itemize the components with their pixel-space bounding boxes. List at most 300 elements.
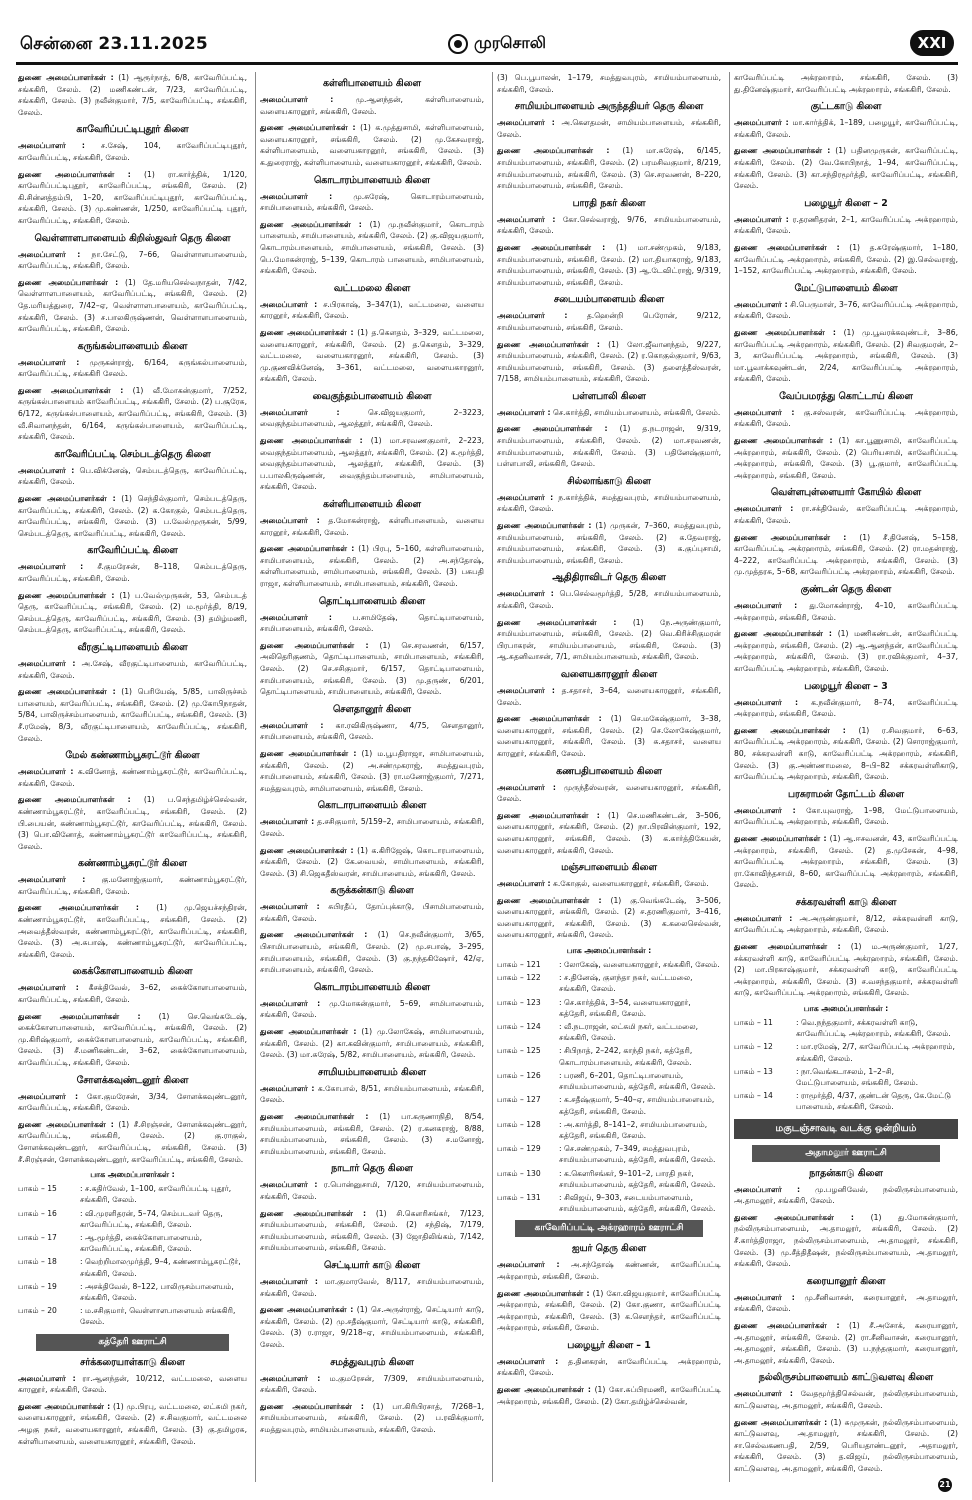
organizer-entry (497, 1356, 721, 1379)
role-label: துணை அமைப்பாளர்கள் : (18, 590, 115, 600)
issue-date: சென்னை 23.11.2025 (20, 34, 208, 54)
branch-heading: கரையானூர் கிளை (806, 1275, 886, 1287)
names-text: ந.கார்த்திக், சமத்துவபுரம், சாமியம்பாளையம், சங்ககிரி, சேலம். (497, 492, 721, 514)
booth-row (734, 1066, 958, 1088)
organizer-entry (260, 1304, 484, 1350)
role-label: துணை அமைப்பாளர்கள் : (497, 714, 602, 724)
names-text: த.சதாசர், 3–64, வளையகாரனூர், சங்ககிரி, சேலம். (497, 685, 721, 707)
role-label: துணை அமைப்பாளர்கள் : (18, 494, 116, 504)
names-text: முருந்தீஸ்வரன், வளையகாரனூர், சங்ககிரி, சேலம். (497, 782, 721, 804)
names-text: ரா.ஆனந்தன், 10/212, வட்டமலை, வளைய காரனூர், சங்ககிரி, சேலம். (18, 1373, 247, 1395)
role-label: அமைப்பாளர் : (18, 1373, 76, 1383)
branch-heading: கொடாரம்பாளையம் கிளை (313, 981, 430, 993)
booth-organizer: : அசக்திவேல், 8–122, பாலிருசம்பாளையம், சங்ககிரி, சேலம். (80, 1281, 234, 1302)
organizer-entry (18, 140, 247, 163)
booth-organizer: : நா.வெங்கடாசலம், 1–2–சி, மேட்டுபாளையம், சங்ககிரி, சேலம். (796, 1066, 919, 1088)
branch-heading: கண்ணாம்பூசுரட்டூர் கிளை (78, 858, 187, 870)
names-text: (1) ர.சிவகுமார், 6–63, காவேரிப்பட்டி அக்ரஹாரம், சங்ககிரி, சேலம். (2) சொராஜ்குமார், 80, சக்கரவள்ளி காடு, காவேரிப்பட்டி அக்ரஹாரம், சங்ககிரி, சேலம். (3) கு.அண்ணாமலை, 8–பி–82 சக்கரவள்ளிகாடு, காவேரிப்பட்டி அக்ரஹாரம், சங்ககிரி, சேலம். (734, 725, 958, 782)
role-label: அமைப்பாளர் : (18, 658, 76, 668)
names-text: க.கோபால், 8/51, சாமியம்பாளையம், சங்ககிரி, சேலம். (260, 1083, 484, 1105)
names-text: காவேரிப்பட்டி அக்ரஹாரம், சங்ககிரி, சேலம். (3) து.தினேஷ்குமார், காவேரிப்பட்டி அக்ரஹாரம், சங்ககிரி, சேலம். (734, 73, 958, 94)
role-label: அமைப்பாளர் : (18, 357, 80, 367)
booth-row (497, 1045, 721, 1067)
names-text: (1) மு.நவீன்குமார், கொடாரம் பாளையம், சாமிபாளையம், சங்ககிரி, சேலம். (2) கு.விஜயகுமார், கொடாரம்பாளையம், சாமிபாளையம், சங்ககிரி, சேலம். (3) பெ.மோகன்ராஜ், 5–139, கொடாரம் பாளையம், சாமிபாளையம், சங்ககிரி, சேலம். (260, 219, 484, 276)
branch-heading: நாதன்காடு கிளை (809, 1167, 883, 1179)
role-label: அமைப்பாளர் : (260, 720, 324, 730)
names-text: (1) ம.பூபதிராஜா, சாமிபாளையம், சங்ககிரி, சேலம். (2) அ.சண்முகராஜ், சமத்துவபுரம், சாமிபாளையம், சங்ககிரி, சேலம். (3) ரா.மனோஜ்குமார், 7/271, சமத்துவபுரம், சாமிபாளையம், சங்ககிரி, சேலம். (260, 748, 484, 793)
role-label: அமைப்பாளர் : (734, 407, 795, 417)
names-text: சுபிரதீப், தோப்புக்காடு, பிசாமிபாளையம், சங்ககிரி, சேலம். (260, 902, 484, 923)
names-text: முருகன்ராஜ், 6/164, கருங்கல்பாளையம், காவேரிப்பட்டி, சங்ககிரி சேலம். (18, 357, 247, 379)
branch-heading: வெள்ளபுள்ளையார் கோயில் கிளை (770, 487, 922, 499)
branch-heading: பாரதி நகர் கிளை (572, 197, 646, 209)
names-text: செ.கார்த்தி, சாமியம்பாளையம், சங்ககிரி, சேலம். (552, 407, 721, 417)
organizer-entry (260, 1026, 484, 1061)
organizer-entry (260, 998, 484, 1021)
organizer-entry (497, 878, 721, 890)
role-label: அமைப்பாளர் : (497, 1356, 559, 1366)
organizer-entry (260, 191, 484, 214)
organizer-entry (260, 299, 484, 322)
branch-heading: கள்ளிபாளையம் கிளை (323, 78, 421, 89)
names-text: த.மோகன்ராஜ், கள்ளிபாளையம், வளைய காரனூர், சங்ககிரி, சேலம். (260, 516, 484, 537)
names-text: (1) சி.கௌரிசங்கர், 7/123, சாமியம்பாளையம், சங்ககிரி, சேலம். (2) சந்திஷ், 7/179, சாமியம்பாளையம், சங்ககிரி, சேலம். (3) ஜோதிலிங்கம், 7/142, சாமியம்பாளையம், சங்ககிரி, சேலம். (260, 1208, 484, 1253)
booth-number: பாகம் – 20 (18, 1306, 57, 1316)
organizer-entry (734, 1417, 958, 1475)
booth-organizer: : மா.ரமேஷ், 2/7, காவேரிப்பட்டி அக்ரஹாரம், சங்ககிரி, சேலம். (796, 1042, 955, 1063)
names-text: (1) ரா.கார்த்திக், 1/120, காவேரிப்பட்டிபுதூர், காவேரிப்பட்டி, சங்ககிரி, சேலம். (2) கி.சின்னத்தம்பி, 1–20, காவேரிப்பட்டிபுதூர், காவேரிப்பட்டி, சங்ககிரி, சேலம். (3) மு.கண்ணன், 1/250, காவேரிப்பட்டி புதூர், காவேரிப்பட்டி, சங்ககிரி, சேலம். (18, 169, 247, 225)
names-text: கு.மனோஜ்குமார், கண்ணாம்பூசுரட்டூர், காவேரிப்பட்டி, சங்ககிரி, சேலம். (18, 875, 247, 896)
names-text: சீ.குமரேசன், 8–118, செம்படத்தெரு, காவேரிப்பட்டி, சங்ககிரி, சேலம். (18, 562, 247, 583)
organizer-entry (18, 1373, 247, 1396)
column-1 (18, 72, 247, 1482)
branch-heading: காவேரிப்பட்டிபுதூர் கிளை (76, 124, 189, 136)
organizer-entry (18, 493, 247, 539)
role-label: துணை அமைப்பாளர்கள் : (260, 748, 357, 758)
booth-organizer: : அ.கார்த்தி, 8–141–2, சாமியம்பாளையம், கத்தேரி, சங்ககிரி, சேலம். (559, 1119, 708, 1140)
names-text: த.சசிகுமார், 5/159–2, சாமிபாளையம், சங்ககிரி, சேலம். (260, 817, 484, 838)
organizer-entry (734, 407, 958, 430)
booth-organizer: : வெ.நந்தகுமார், சக்கரவள்ளி காடு, காவேரிப்பட்டி அக்ரஹாரம், சங்ககிரி, சேலம். (796, 1018, 951, 1039)
branch-heading: பரசுராமன் தோட்டம் கிளை (788, 788, 904, 800)
organizer-entry (18, 1091, 247, 1114)
role-label: அமைப்பாளர் : (18, 767, 74, 777)
booth-row (497, 959, 721, 970)
names-text: (1) செ.நவீன்குமார், 3/65, பிசாமிபாளையம், சங்ககிரி, சேலம். (2) மு.சபாஷ், 3–295, சாமிபாளையம், சங்ககிரி, சேலம். (3) கு.நந்தகிஷோர், 42/ஏ, சாமிபாளையம், சங்ககிரி, சேலம். (260, 930, 484, 975)
role-label: அமைப்பாளர் : (734, 1389, 793, 1399)
role-label: துணை அமைப்பாளர்கள் : (497, 146, 610, 156)
organizer-entry (18, 658, 247, 681)
names-text: மு.சீனிவாசன், கரையானூர், அ.தாமலூர், சங்ககிரி, சேலம். (734, 1292, 958, 1314)
organizer-entry (734, 1320, 958, 1366)
names-text: (1) சீ.சிரஞ்சன், சோளக்கவுண்டனூர், காவேரிப்பட்டி, சங்ககிரி, சேலம். (2) கு.ராகுல், சோளக்கவுண்டனூர், காவேரிப்பட்டி, சங்ககிரி, சேலம். (3) சீ.சிரஞ்சன், சோளக்கவுண்டனூர், காவேரிப்பட்டி, சங்ககிரி, சேலம். (18, 1119, 247, 1164)
role-label: துணை அமைப்பாளர்கள் : (497, 810, 600, 820)
role-label: துணை அமைப்பாளர்கள் : (18, 1401, 111, 1411)
names-text: கா.ரவிகிருஷ்ணா, 4/75, சௌதானூர், சாமிபாளையம், சங்ககிரி, சேலம். (260, 720, 484, 742)
branch-heading: சமத்துவபுரம் கிளை (330, 1356, 414, 1368)
role-label: அமைப்பாளர் : (734, 299, 788, 309)
panchayat-banner: கத்தேரி ஊராட்சி (36, 1334, 229, 1351)
organizer-entry (734, 532, 958, 578)
names-text: ர.தரணிதரன், 2–1, காவேரிப்பட்டி அக்ரஹாரம், சங்ககிரி, சேலம். (734, 214, 958, 236)
branch-heading: கருங்கல்பாளையம் கிளை (77, 340, 188, 352)
role-label: துணை அமைப்பாளர்கள் : (260, 1112, 369, 1121)
role-label: அமைப்பாளர் : (497, 589, 554, 599)
organizer-entry (497, 214, 721, 237)
names-text: க.வினோத், கண்ணாம்பூசுரட்டூர், காவேரிப்பட்டி, சங்ககிரி, சேலம். (18, 767, 247, 788)
role-label: துணை அமைப்பாளர்கள் : (497, 617, 617, 627)
names-text: (1) க.முத்துசாமி, கள்ளிபாளையம், வளையகாரனூர், சங்ககிரி, சேலம். (2) மு.கேசவராஜ், கள்ளிபாளையம், வளையகாரனூர், சங்ககிரி, சேலம். (3) க.துரைராஜ், கள்ளிபாளையம், வளையகாரனூர், சங்ககிரி, சேலம். (260, 123, 484, 167)
names-text: ம.குமரேசன், 7/309, சாமியம்பாளையம், சங்ககிரி, சேலம். (260, 1373, 484, 1395)
names-text: கோ.குமரேசன், 3/34, சோளக்கவுண்டனூர், காவேரிப்பட்டி, சங்ககிரி, சேலம். (18, 1091, 247, 1113)
booth-organizer: : க.கௌரிசங்கர், 9–101–2, பாரதி நகர், சாமியம்பாளையம், கத்தேரி, சங்ககிரி, சேலம். (559, 1168, 716, 1189)
role-label: அமைப்பாளர் : (260, 407, 340, 417)
organizer-entry (734, 435, 958, 481)
booth-number: பாகம் – 11 (734, 1018, 773, 1028)
branch-heading: சில்லாங்காடு கிளை (567, 475, 651, 487)
booth-number: பாகம் – 18 (18, 1257, 57, 1267)
booth-number: பாகம் – 15 (18, 1184, 57, 1194)
names-text: மு.மோகன்குமார், 5–69, சாமிபாளையம், சங்ககிரி, சேலம். (260, 998, 484, 1020)
organizer-entry (497, 895, 721, 941)
booth-organizer: : ராமூர்த்தி, 4/37, குண்டன் தெரு, கே.மேட்டு பாளையம், சங்ககிரி, சேலம். (796, 1091, 952, 1112)
role-label: துணை அமைப்பாளர்கள் : (734, 532, 847, 542)
booth-number: பாகம் – 127 (497, 1095, 541, 1105)
branch-heading: சௌதானூர் கிளை (332, 703, 412, 715)
branch-heading: பழையூர் கிளை – 2 (804, 197, 888, 209)
role-label: அமைப்பாளர் : (18, 562, 84, 572)
names-text: (1) லோ.ஜீவானந்தம், 9/227, சாமியம்பாளையம், சங்ககிரி, சேலம். (2) ர.கொகுல்குமார், 9/63, சாமியம்பாளையம், சங்ககிரி, சேலம். (3) தளைத்தீஸ்வரன், 7/158, சாமியம்பாளையம், சங்ககிரி, சேலம். (497, 339, 721, 384)
names-text: (1) த.நடராஜன், 9/319, சாமியம்பாளையம், சங்ககிரி, சேலம். (2) மா.சரவணன், சாமியம்பாளையம், சங்ககிரி, சேலம். (3) பதினேஷ்குமார், பள்ளபாலி, சங்ககிரி, சேலம். (497, 424, 721, 469)
organizer-entry (18, 1401, 247, 1447)
organizer-entry (18, 277, 247, 335)
branch-heading: கைக்கோளபாளையம் கிளை (72, 966, 193, 978)
branch-heading: நாடார் தெரு கிளை (331, 1163, 413, 1175)
organizer-entry (260, 1111, 484, 1157)
role-label: அமைப்பாளர் : (18, 875, 86, 885)
branch-heading: குண்டன் தெரு கிளை (800, 584, 892, 595)
role-label: துணை அமைப்பாளர்கள் : (260, 1208, 367, 1218)
role-label: துணை அமைப்பாளர்கள் : (18, 385, 124, 395)
booth-number: பாகம் – 130 (497, 1168, 541, 1178)
booth-number: பாகம் – 14 (734, 1091, 773, 1101)
branch-heading: சக்கரவள்ளி காடு கிளை (795, 896, 897, 908)
names-text: (1) க.கிரிஜேஷ், கொடாரபாளையம், சங்ககிரி, சேலம். (2) கே.வையல், சாமிபாளையம், சங்ககிரி, சேலம். (3) சி.ஜெகதீஸ்வரன், சாமிபாளையம், சங்ககிரி, சேலம். (260, 845, 484, 878)
role-label: அமைப்பாளர் : (18, 249, 81, 259)
booth-organizer: : சிவிஜய், 9–303, சடையம்பாளையம், சாமியம்பாளையம், கத்தேரி, சங்ககிரி, சேலம். (559, 1192, 716, 1214)
role-label: அமைப்பாளர் : (497, 685, 555, 695)
names-text: (1) சீ.அசோக், கரையானூர், அ.தாமலூர், சங்ககிரி, சேலம். (2) ரா.சீனிவாசன், கரையானூர், அ.தாமலூர், சங்ககிரி, சேலம். (3) ப.நந்தகுமார், கரையானூர், அ.தாமலூர், சங்ககிரி, சேலம். (734, 1321, 958, 1365)
branch-heading: சடையம்பாளையம் கிளை (553, 294, 665, 306)
organizer-entry (734, 72, 958, 95)
role-label: அமைப்பாளர் : (734, 601, 798, 610)
organizer-entry (18, 169, 247, 227)
booth-number: பாகம் – 16 (18, 1208, 57, 1218)
organizer-entry (497, 242, 721, 288)
organizer-entry (260, 1401, 484, 1436)
role-label: அமைப்பாளர் : (260, 902, 320, 912)
branch-heading: வேப்பமரத்து கொட்டாய் கிளை (779, 390, 913, 402)
role-label: துணை அமைப்பாளர்கள் : (260, 436, 363, 446)
booth-row (18, 1232, 247, 1254)
names-text: (1) மணிகண்டன், காவேரிப்பட்டி அக்ரஹாரம், சங்ககிரி, சேலம். (2) ஆ.ஆனந்தன், காவேரிப்பட்டி அக்ரஹாரம், சங்ககிரி, சேலம். (3) ரா.ரவிக்குமார், 4–37, காவேரிப்பட்டி அக்ரஹாரம், சங்ககிரி, சேலம். (734, 629, 958, 673)
booth-row (18, 1183, 247, 1205)
paper-name: முரசொலி (474, 33, 546, 52)
names-text: (1) ஆ.ஈசவனன், 43, காவேரிப்பட்டி அக்ரஹாரம், சங்ககிரி, சேலம். (2) த.முசேகன், 4–98, காவேரிப்பட்டி அக்ரஹாரம், சங்ககிரி, சேலம். (3) ரா.கோவிந்தசாமி, 8–60, காவேரிப்பட்டி அக்ரஹாரம், சங்ககிரி, சேலம். (734, 833, 958, 890)
organizer-entry (260, 720, 484, 743)
names-text: மு.ஆனந்தன், கள்ளிபாளையம், வளையகாரனூர், சங்ககிரி, சேலம். (260, 95, 484, 116)
role-label: துணை அமைப்பாளர்கள் : (18, 73, 114, 82)
role-label: அமைப்பாளர் : (497, 879, 551, 889)
branch-heading: ஐயர் தெரு கிளை (571, 1243, 647, 1255)
names-text: (1) த.கௌதம், 3–329, வட்டமலை, வளையகாரனூர், சங்ககிரி, சேலம். (2) த.கௌதம், 3–329, வட்டமலை, வளையகாரனூர், சங்ககிரி, சேலம். (3) மு.குணவிக்னேஷ், 3–361, வட்டமலை, வளையகாரனூர், சங்ககிரி, சேலம். (260, 327, 484, 384)
panchayat-banner: அதாமலூர் ஊராட்சி (752, 1145, 940, 1162)
booth-number: பாகம் – 126 (497, 1070, 541, 1080)
names-text: (1) முருகன், 7–360, சமத்துவபுரம், சாமியம்பாளையம், சங்ககிரி, சேலம். (2) க.தேவராஜ், சாமியம்பாளையம், சங்ககிரி, சேலம். (3) க.குப்புசாமி, சாமியம்பாளையம், சங்ககிரி, சேலம். (497, 521, 721, 565)
organizer-entry (260, 1276, 484, 1299)
booth-organizer: : செ.கார்த்திக், 3–54, வளையகாரனூர், கத்தேரி, சங்ககிரி, சேலம். (559, 997, 691, 1018)
organizer-entry (497, 310, 721, 333)
organizer-entry (497, 810, 721, 856)
branch-heading: சாமியம்பாளையம் கிளை (318, 1066, 426, 1078)
names-text: ச.பிரகாஷ், 3–347(1), வட்டமலை, வளைய காரனூர், சங்ககிரி, சேலம். (260, 299, 484, 321)
organizer-entry (734, 214, 958, 237)
role-label: துணை அமைப்பாளர்கள் : (260, 845, 354, 855)
column-4 (729, 72, 958, 1482)
organizer-entry (18, 874, 247, 897)
role-label: அமைப்பாளர் : (18, 465, 75, 475)
names-text: (1) சீ.தினேஷ், 5–158, காவேரிப்பட்டி அக்ரஹாரம், சங்ககிரி, சேலம். (2) ரா.மதன்ராஜ், 4–222, காவேரிப்பட்டி அக்ரஹாரம், சங்ககிரி, சேலம். (3) மு.முத்தரசு, 5–68, காவேரிப்பட்டி அக்ரஹாரம், சங்ககிரி, சேலம். (734, 532, 958, 577)
names-text: (1) பா.கருணாநிதி, 8/54, சாமியம்பாளையம், சங்ககிரி, சேலம். (2) ர.கனகராஜ், 8/88, சாமியம்பாளையம், சங்ககிரி, சேலம். (3) ச.மனோஜ், சாமியம்பாளையம், சங்ககிரி, சேலம். (260, 1112, 484, 1156)
organizer-entry (260, 901, 484, 924)
role-label: அமைப்பாளர் : (260, 612, 332, 622)
booth-organizer: : வி.முரளிதரன், 5–74, செம்படவர் தெரு, காவேரிப்பட்டி, சங்ககிரி, சேலம். (80, 1208, 223, 1229)
role-label: அமைப்பாளர் : (734, 214, 789, 224)
role-label: துணை அமைப்பாளர்கள் : (497, 339, 600, 349)
names-text: (1) மா.சரவணகுமார், 2–223, வைகுந்தம்பாளையம், ஆலத்தூர், சங்ககிரி, சேலம். (2) க.மூர்த்தி, வைகுந்தம்பாளையம், ஆலத்தூர், சங்ககிரி, சேலம். (3) ப.பாலகிருஷ்ணன், வைகுந்தம்பாளையம், சாமிபாளையம், சங்ககிரி, சேலம். (260, 436, 484, 492)
role-label: துணை அமைப்பாளர்கள் : (260, 327, 354, 337)
organizer-entry (18, 357, 247, 380)
names-text: கோ.யுவராஜ், 1–98, மேட்டுபாளையம், காவேரிப்பட்டி அக்ரஹாரம், சங்ககிரி, சேலம். (734, 805, 958, 827)
branch-heading: காவேரிப்பட்டி கிளை (87, 545, 178, 557)
organizer-entry (497, 520, 721, 566)
branch-heading: மேட்டுபாளையம் கிளை (794, 282, 898, 294)
booth-number: பாகம் – 123 (497, 997, 541, 1007)
booth-row (497, 1094, 721, 1116)
role-label: அமைப்பாளர் : (734, 913, 793, 923)
organizer-entry (497, 407, 721, 419)
booth-row (18, 1305, 247, 1327)
organizer-entry (734, 1292, 958, 1315)
organizer-entry (497, 1288, 721, 1334)
booth-row (734, 1090, 958, 1112)
organizer-entry (18, 1119, 247, 1165)
branch-heading: சோளக்கவுண்டனூர் கிளை (76, 1074, 189, 1086)
names-text: (1) ஆரூர்நாத், 6/8, காவேரிப்பட்டி, சங்ககிரி, சேலம். (2) மணிகண்டன், 7/23, காவேரிப்பட்டி, சங்ககிரி, சேலம். (3) நவீன்குமார், 7/5, காவேரிப்பட்டி, சங்ககிரி, சேலம். (18, 73, 247, 117)
names-text: கோ.செல்வராஜ், 9/76, சாமியம்பாளையம், சங்ககிரி, சேலம். (497, 214, 721, 236)
branch-heading: வீரகுட்டிபாளையம் கிளை (77, 641, 188, 653)
role-label: துணை அமைப்பாளர்கள் : (260, 544, 355, 554)
organizer-entry (18, 590, 247, 636)
organizer-entry (734, 697, 958, 720)
role-label: துணை அமைப்பாளர்கள் : (734, 942, 841, 952)
role-label: துணை அமைப்பாளர்கள் : (260, 1027, 357, 1037)
branch-heading: வெள்ளாளபாளையம் கிறிஸ்துவர் தெரு கிளை (34, 232, 231, 244)
booth-number: பாகம் – 17 (18, 1232, 57, 1242)
names-text: அ.சந்தோஷ் கண்ணன், காவேரிப்பட்டி அக்ரஹாரம், சங்ககிரி, சேலம். (497, 1260, 721, 1281)
role-label: அமைப்பாளர் : (260, 1083, 315, 1093)
role-label: துணை அமைப்பாளர்கள் : (260, 1305, 354, 1315)
role-label: துணை அமைப்பாளர்கள் : (497, 895, 602, 905)
names-text: மு.பழனிவேல், நல்லிருசம்பாளையம், அ.தாமலூர், சங்ககிரி, சேலம். (734, 1184, 958, 1206)
role-label: துணை அமைப்பாளர்கள் : (734, 629, 832, 639)
organizer-entry (734, 1388, 958, 1411)
role-label: அமைப்பாளர் : (497, 214, 556, 224)
names-text: (1) மா.சுரேஷ், 6/145, சாமியம்பாளையம், சங்ககிரி, சேலம். (2) பரமசிவகுமார், 8/219, சாமியம்பாளையம், சங்ககிரி, சேலம். (3) செ.சரவணன், 8–220, சாமியம்பாளையம், சங்ககிரி, சேலம். (497, 146, 721, 191)
names-text: ச.சேஷ், 104, காவேரிப்பட்டிபுதூர், காவேரிப்பட்டி, சங்ககிரி, சேலம். (18, 141, 247, 162)
organizer-entry (497, 1259, 721, 1282)
names-text: கீசக்திவேல், 3–62, கைக்கோளபாளையம், காவேரிப்பட்டி, சங்ககிரி, சேலம். (18, 983, 247, 1005)
names-text: (1) செ.சரவணன், 6/157, அலிதெரிகுணம், தொட்டிபாளையம், சாமிபாளையம், சங்ககிரி, சேலம். (2) செ.சசிகுமார், 6/157, தொட்டிபாளையம், சாமிபாளையம், சங்ககிரி, சேலம். (3) மு.தருண், 6/201, தொட்டிபாளையம், சாமிபாளையம், சங்ககிரி, சேலம். (260, 640, 484, 697)
booth-organizer: : ஆ.மூர்த்தி, கைக்கோளபாளையம், காவேரிப்பட்டி, சங்ககிரி, சேலம். (80, 1232, 203, 1254)
role-label: துணை அமைப்பாளர்கள் : (260, 930, 368, 940)
role-label: அமைப்பாளர் : (734, 805, 796, 815)
role-label: அமைப்பாளர் : (260, 191, 333, 201)
names-text: அ.அருண்குமார், 8/12, சக்கரவள்ளி காடு, காவேரிப்பட்டி அக்ரஹாரம், சங்ககிரி, சேலம். (734, 913, 958, 935)
organizer-entry (260, 929, 484, 975)
booth-row (497, 1021, 721, 1043)
names-text: செ.விஜயகுமார், 2–3223, வைகுந்தம்பாளையம், ஆலத்தூர், சங்ககிரி, சேலம். (260, 407, 484, 429)
organizer-entry (734, 628, 958, 674)
booth-row (18, 1281, 247, 1303)
names-text: சு.கோகுல், வளையகாரனூர், சங்ககிரி, சேலம். (552, 879, 709, 889)
role-label: துணை அமைப்பாளர்கள் : (734, 242, 840, 252)
article-columns (18, 72, 958, 1482)
role-label: துணை அமைப்பாளர்கள் : (734, 146, 831, 156)
role-label: துணை அமைப்பாளர்கள் : (734, 1212, 854, 1222)
names-text: பெ.விக்னேஷ், செம்படத்தெரு, காவேரிப்பட்டி, சங்ககிரி, சேலம். (18, 465, 247, 487)
organizer-entry (18, 385, 247, 443)
role-label: துணை அமைப்பாளர்கள் : (497, 1288, 590, 1298)
branch-heading: வைகுந்தம்பாளையம் கிளை (312, 390, 432, 402)
organizer-entry (260, 94, 484, 117)
role-label: துணை அமைப்பாளர்கள் : (18, 795, 131, 805)
names-text: வேதமூர்த்திசெல்வன், நல்லிருசம்பாளையம், காட்டுவளவு, அ.தாமலூர், சங்ககிரி, சேலம். (734, 1389, 958, 1410)
booth-organizer: : சிபிநாத், 2–242, காந்தி நகர், கத்தேரி, கொடாரம்பாளையம், சங்ககிரி, சேலம். (559, 1046, 693, 1067)
role-label: துணை அமைப்பாளர்கள் : (18, 169, 131, 179)
role-label: துணை அமைப்பாளர்கள் : (18, 903, 139, 913)
role-label: அமைப்பாளர் : (260, 1180, 318, 1190)
booth-organizer: : லோகேஷ், வளையகாரனூர், சங்ககிரி, சேலம். (559, 960, 720, 970)
branch-heading: நல்லிருசம்பாளையம் காட்டுவளவு கிளை (758, 1372, 934, 1384)
booth-number: பாகம் – 13 (734, 1066, 773, 1076)
organizer-entry (497, 117, 721, 140)
booth-organizer: : ம.சசிகுமார், வெள்ளாளபாளையம் சங்ககிரி, சேலம். (80, 1306, 236, 1327)
organizer-entry (18, 249, 247, 272)
names-text: (1) சுமுருகன், நல்லிருசம்பாளையம், காட்டுவளவு, அ.தாமலூர், சங்ககிரி, சேலம். (2) சா.செல்வகணபதி, 2/59, பெரியதாண்டனூர், அதாமலூர், சங்ககிரி, சேலம். (3) த.விஜய், நல்லிருசம்பாளையம், காட்டுவளவு, அ.தாமலூர், சங்ககிரி, சேலம். (734, 1417, 958, 1473)
branch-heading: கருக்கன்காடு கிளை (330, 885, 414, 897)
role-label: துணை அமைப்பாளர்கள் : (18, 687, 116, 697)
organizer-entry (497, 588, 721, 611)
names-text: (1) ம.அருண்குமார், 1/27, சக்கரவள்ளி காடு, காவேரிப்பட்டி அக்ரஹாரம், சங்ககிரி, சேலம். (2) மா.பிரகாஷ்குமார், சக்கரவள்ளி காடு, காவேரிப்பட்டி அக்ரஹாரம், சங்ககிரி, சேலம். (3) ச.வசந்தகுமார், சக்கரவள்ளி காடு, காவேரிப்பட்டி அக்ரஹாரம், சங்ககிரி, சேலம். (734, 942, 958, 998)
names-text: (1) செ.மகேஷ்குமார், 3–38, வளையகாரனூர், சங்ககிரி, சேலம். (2) செ.லோகேஷ்குமார், வளையகாரனூர், சங்ககிரி, சேலம். (3) சு.சதாசர், வளைய காரனூர், சங்ககிரி, சேலம். (497, 714, 721, 758)
role-label: அமைப்பாளர் : (734, 1184, 801, 1194)
role-label: அமைப்பாளர் : (260, 998, 321, 1008)
role-label: அமைப்பாளர் : (260, 1373, 321, 1383)
organizer-entry (18, 902, 247, 960)
organizer-entry (497, 685, 721, 708)
paper-emblem-icon (448, 34, 468, 54)
names-text: த.ஹென்றி பெரோன், 9/212, சாமியம்பாளையம், சங்ககிரி, சேலம். (497, 311, 721, 332)
branch-heading: சர்க்கரையாள்காடு கிளை (80, 1356, 185, 1368)
names-text: ர.பொன்னுசாமி, 7/120, சாமியம்பாளையம், சங்ககிரி, சேலம். (260, 1180, 484, 1201)
role-label: அமைப்பாளர் : (497, 407, 551, 417)
booth-row (734, 1017, 958, 1039)
organizer-entry (260, 845, 484, 880)
booth-organizer: : வெற்றிமாலமுர்த்தி, 9–4, கண்ணாம்பூசுரட்டூர், சங்ககிரி, சேலம். (80, 1257, 241, 1278)
names-text: கு.சஸ்வரன், காவேரிப்பட்டி அக்ரஹாரம், சங்ககிரி, சேலம். (734, 407, 958, 429)
booth-number: பாகம் – 19 (18, 1281, 57, 1291)
branch-heading: கொடாரபாளையம் கிளை (317, 800, 427, 812)
booth-number: பாகம் – 129 (497, 1144, 541, 1154)
role-label: அமைப்பாளர் : (497, 782, 556, 792)
role-label: அமைப்பாளர் : (18, 983, 79, 993)
booth-organizer: : க.சதீஷ்குமார், 5–40–ஏ, சாமியம்பாளையம், கத்தேரி, சங்ககிரி, சேலம். (559, 1095, 715, 1116)
names-text: (1) தே.மரியசெல்வநாதன், 7/42, வெள்ளாளபாளையம், காவேரிப்பட்டி, சங்ககிரி, சேலம். (2) தே.மரியத்துரை, 7/42–ஏ, வெள்ளாளபாளையம், காவேரிப்பட்டி, சங்ககிரி, சேலம். (3) ச.பாலகிருஷ்ணன், வெள்ளாளபாளையம், காவேரிப்பட்டி, சங்ககிரி, சேலம். (18, 277, 247, 334)
names-text: ரா.சக்திவேல், காவேரிப்பட்டி அக்ரஹாரம், சங்ககிரி, சேலம். (734, 504, 958, 526)
organizer-entry (734, 1184, 958, 1207)
branch-heading: செட்டியார் காடு கிளை (323, 1259, 421, 1271)
organizer-entry (260, 1373, 484, 1396)
organizer-entry (497, 492, 721, 515)
names-text: (1) மு.பிரபு, வட்டமலை, லட்சுமி நகர், வளையகாரனூர், சங்ககிரி, சேலம். (2) ச.சிவகுமார், வட்டமலை அழகு நகர், வளையகாரனூர், சங்ககிரி, சேலம். (3) கு.தமிழரசு, கள்ளிபாளையம், வளையகாரனூர், சங்ககிரி, சேலம். (18, 1401, 247, 1446)
role-label: துணை அமைப்பாளர்கள் : (260, 219, 362, 229)
branch-heading: கள்ளிபாளையம் கிளை (323, 499, 421, 511)
role-label: துணை அமைப்பாளர்கள் : (18, 1119, 114, 1129)
names-text: (1) செ.மணிகண்டன், 3–506, வளையகாரனூர், சங்ககிரி, சேலம். (2) நா.பிரவின்குமார், 192, வளையகாரனூர், சங்ககிரி, சேலம். (3) க.கார்த்திகேயன், வளையகாரனூர், சங்ககிரி, சேலம். (497, 810, 721, 855)
names-text: (1) வீ.மோகன்குமார், 7/252, கருங்கல்பாளையம் காவேரிப்பட்டி, சங்ககிரி, சேலம். (2) ப.சூரேசு, 6/172, கருங்கல்பாளையம், காவேரிப்பட்டி, சங்ககிரி, சேலம். (3) வீ.சிவானந்தன், 6/164, கருங்கல்பாளையம், காவேரிப்பட்டி, சங்ககிரி, சேலம். (18, 385, 247, 442)
names-text: (1) செ.அருள்ராஜ், செட்டியார் காடு, சங்ககிரி, சேலம். (2) மு.சதீஷ்குமார், செட்டியார் காடு, சங்ககிரி, சேலம். (3) ர.ராஜா, 9/218–ஏ, சாமியம்பாளையம், சங்ககிரி, சேலம். (260, 1305, 484, 1349)
organizer-entry (734, 600, 958, 623)
branch-heading: தொட்டிபாளையம் கிளை (318, 595, 426, 607)
organizer-entry (734, 725, 958, 783)
booth-row (734, 1041, 958, 1063)
names-text: து.மோகன்ராஜ், 4–10, காவேரிப்பட்டி அக்ரஹாரம், சங்ககிரி, சேலம். (734, 601, 958, 622)
names-text: (1) பெரியேஷ், 5/85, பாலிருச்சம் பாளையம், காவேரிப்பட்டி, சங்ககிரி, சேலம். (2) மு.கோபிநாதன், 5/84, பாலிருச்சம்பாளையம், காவேரிப்பட்டி, சங்ககிரி, சேலம். (3) சீ.ரமேஷ், 8/3, வீரகுட்டிபாளையம், காவேரிப்பட்டி, சங்ககிரி, சேலம். (18, 687, 247, 743)
names-text: (1) மா.சண்முகம், 9/183, சாமியம்பாளையம், சங்ககிரி, சேலம். (2) மா.தியாகராஜ், 9/183, சாமியம்பாளையம், சங்ககிரி, சேலம். (3) ஆ.டேவிட்ராஜ், 9/319, சாமியம்பாளையம், சங்ககிரி, சேலம். (497, 242, 721, 287)
names-text: (1) த.சுரேஷ்குமார், 1–180, காவேரிப்பட்டி அக்ரஹாரம், சங்ககிரி, சேலம். (2) இ.செல்வராஜ், 1–152, காவேரிப்பட்டி அக்ரஹாரம், சங்ககிரி, சேலம். (734, 242, 958, 276)
role-label: அமைப்பாளர் : (497, 311, 568, 321)
names-text: மா.கார்த்திக், 1–189, பழையூர், காவேரிப்பட்டி, சங்ககிரி, சேலம். (734, 118, 958, 139)
organizer-entry (734, 913, 958, 936)
names-text: (1) து.மோகன்குமார், நல்லிருசம்பாளையம், அ.தாமலூர், சங்ககிரி, சேலம். (2) சீ.கார்த்திராஜா, நல்லிருசம்பாளையம், அ.தாமலூர், சங்ககிரி, சேலம். (3) மு.சீத்திதீஷன், நல்லிருசம்பாளையம், அ.தாமலூர், சங்ககிரி, சேலம். (734, 1212, 958, 1269)
booth-number: பாகம் – 121 (497, 960, 541, 970)
organizer-entry (260, 219, 484, 277)
organizer-entry (260, 1208, 484, 1254)
names-text: மு.சுரேஷ், கொடாரம்பாளையம், சாமிபாளையம், சங்ககிரி, சேலம். (260, 191, 484, 213)
booth-subheading: பாக அமைப்பாளர்கள் : (803, 1004, 889, 1014)
names-text: (1) மு.பூவரக்கவுண்டர், 3–86, காவேரிப்பட்டி அக்ரஹாரம், சங்ககிரி, சேலம். (2) சிவகுமரன், 2–3, காவேரிப்பட்டி அக்ரஹாரம், சங்ககிரி, சேலம். (3) மா.பூவாக்கவுண்டன், 2/24, காவேரிப்பட்டி அக்ரஹாரம், சங்ககிரி, சேலம். (734, 327, 958, 384)
branch-heading: பழையூர் கிளை – 3 (804, 680, 888, 692)
booth-row (18, 1256, 247, 1278)
names-text: சி.பெருமாள், 3–76, காவேரிப்பட்டி அக்ரஹாரம், சங்ககிரி, சேலம். (734, 299, 958, 321)
names-text: அ.கௌதமன், சாமியம்பாளையம், சங்ககிரி, சேலம். (497, 118, 721, 139)
names-text: ப.சாமிதேஷ், தொட்டிபாளையம், சாமிபாளையம், சங்ககிரி, சேலம். (260, 612, 484, 634)
organizer-entry (734, 242, 958, 277)
organizer-entry (734, 327, 958, 385)
names-text: (1) கு.வெங்கடேஷ், 3–506, வளையகாரனூர், சங்ககிரி, சேலம். (2) ச.தரணிகுமார், 3–416, வளையகாரனூர், சங்ககிரி, சேலம். (3) க.கலைசெல்வன், வளையகாரனூர், சங்ககிரி, சேலம். (497, 895, 721, 940)
organizer-entry (260, 515, 484, 538)
